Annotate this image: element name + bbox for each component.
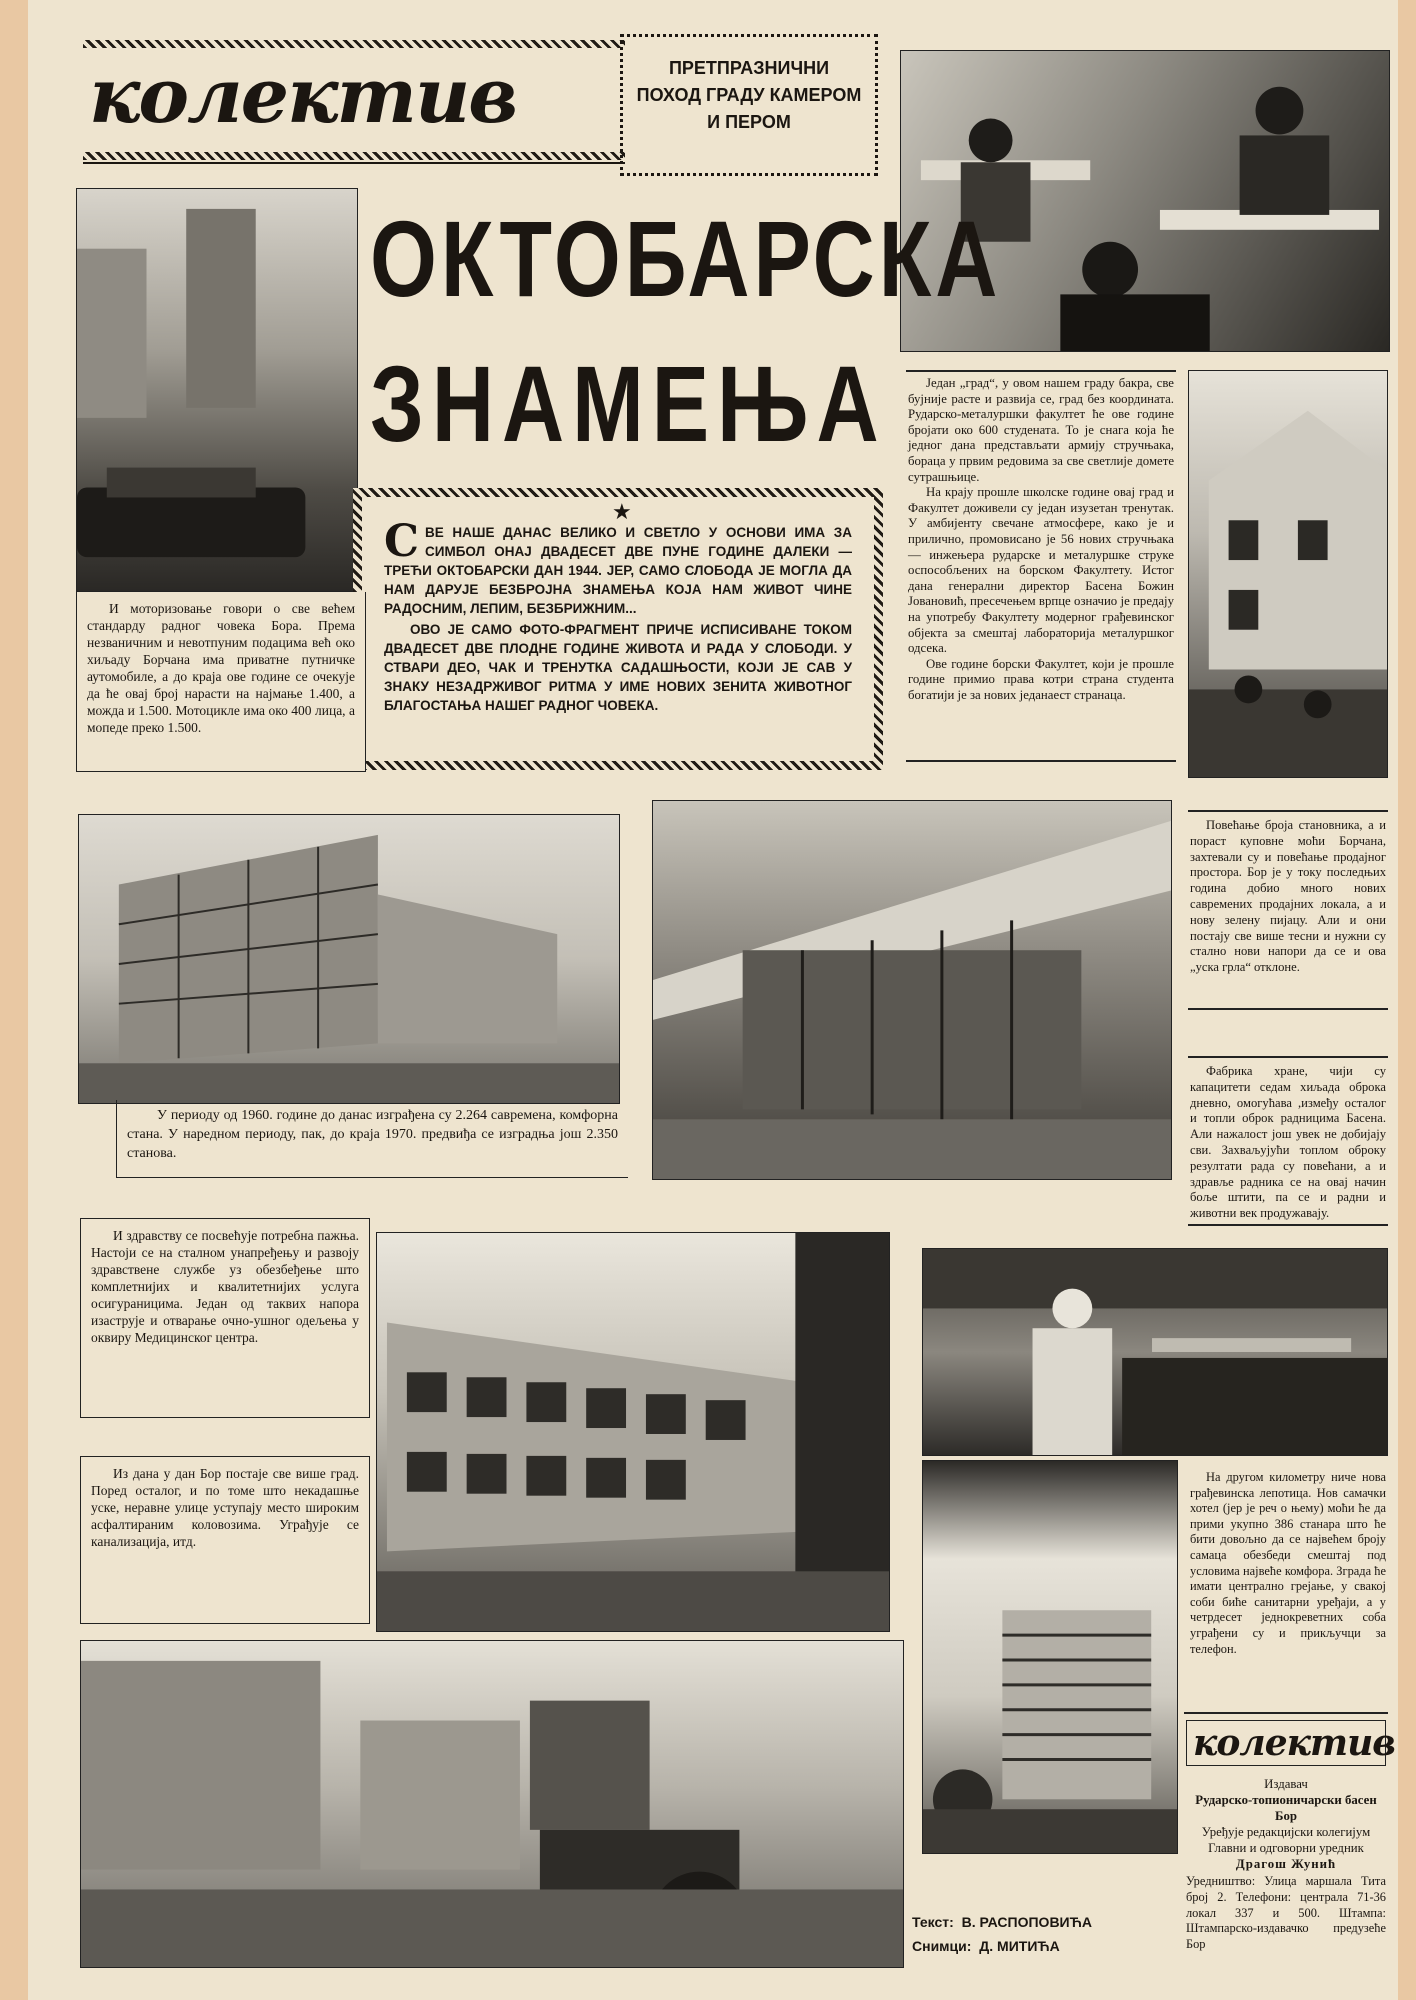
roads-text-box: [80, 1456, 370, 1624]
imprint-masthead: колектив: [1186, 1720, 1386, 1766]
photo-canteen: [922, 1248, 1388, 1456]
faculty-text-1: Један „град“, у овом нашем граду бакра, све бујније расте и развија се, град без координата. Рударско-металуршки факултет ће ове године бројати око 600 студената. То је снага која ће једног дана представљати армију стручњака, бораца у првим редовима за све светлије домете сутрашњице.: [908, 376, 1174, 484]
intro-inner: [362, 497, 874, 761]
intro-paragraph-1: ВЕ НАШЕ ДАНАС ВЕЛИКО И СВЕТЛО У ОСНОВИ ИМА ЗА СИМБОЛ ОНАЈ ДВАДЕСЕТ ДВЕ ПУНЕ ГОДИНЕ ДАЛЕКИ — ТРЕЋИ ОКТОБАРСКИ ДАН 1944. ЈЕР, САМО СЛОБОДА ЈЕ МОГЛА ДА НАМ ДАРУЈЕ БЕЗБРОЈНА ЗНАМЕЊА КОЈА НАМ ЖИВОТ ЧИНЕ РАДОСНИМ, ЛЕПИМ, БЕЗБРИЖНИМ...: [384, 525, 852, 616]
photo-road-roller: [80, 1640, 904, 1968]
headline-line1: ОКТОБАРСКА: [370, 199, 1002, 320]
star-icon: ★: [612, 499, 632, 524]
faculty-text-3: Ове године борски Факултет, који је прошле године примио права котри страна студента богатији је за нових једанаест странаца.: [908, 656, 1174, 702]
faculty-text-box: [906, 370, 1176, 762]
imprint-board: Уређује редакцијски колегијум: [1201, 1825, 1371, 1839]
credits: [912, 1910, 1172, 1966]
health-text-box: [80, 1218, 370, 1418]
masthead-rule-bottom: [83, 152, 625, 160]
housing-caption-box: [116, 1100, 628, 1178]
faculty-text-2: На крају прошле школске године овај град и Факултет доживели су један изузетан тренутак. У амбијенту свечане атмосфере, како је и прилично, промовисано је 56 нових стручњака — инжењера рударске и металуршке струке оспособљених на борском Факултету. Истог дана генерални директор Басена Божин Јовановић, пресечењем врпце означио је предају на употребу Факултету модерног грађевинског објекта за смештај лабораторија металуршког одсека.: [908, 485, 1174, 656]
tagline-text: ПРЕТПРАЗНИЧНИ ПОХОД ГРАДУ КАМЕРОМ И ПЕРОМ: [636, 58, 862, 132]
health-text: И здравству се посвећује потребна пажња. Настоји се на сталном унапређењу и развоју здравствене службе уз обезбеђење што комплетнијих и квалитетнијих услуга осигураницима. Један од таквих напора изаструје и отварање очно-ушног одељења у оквиру Медицинског центра.: [91, 1228, 359, 1345]
headline-line2: ЗНАМЕЊА: [370, 344, 887, 465]
cars-text-box: [76, 592, 366, 772]
masthead-block: [83, 40, 625, 164]
photo-hotel: [922, 1460, 1178, 1854]
masthead-title: колектив: [89, 51, 517, 140]
masthead-rule: [83, 40, 625, 48]
intro-frame: [353, 488, 883, 770]
credit-photo-author: Д. МИТИЋА: [979, 1938, 1060, 1954]
photo-construction: [78, 814, 620, 1104]
headline-block: [350, 199, 1002, 465]
credit-text-author: В. РАСПОПОВИЋА: [961, 1914, 1092, 1930]
imprint-publisher-label: Издавач: [1264, 1777, 1308, 1791]
hotel-text: На другом километру ниче нова грађевинска лепотица. Нов самачки хотел (јер је реч о њему) моћи ће да прими укупно 386 станара што ће бити довољно да се највећем броју самаца обезбеди смештај под условима највеће комфора. Зграда ће имати централно грејање, у свакој соби биће санитарни уређаји, а у четрдесет једнокреветних соба уграђени су и прикључци за телефон.: [1190, 1470, 1386, 1656]
shops-text-box: [1188, 810, 1388, 1010]
imprint-publisher: Рударско-топионичарски басен Бор: [1195, 1793, 1377, 1823]
cars-text: И моторизовање говори о све већем стандарду радног човека Бора. Према незваничним и невотпуним подацима већ око хиљаду Борчана има приватне путничке аутомобиле, а до краја ове године се очекује да ће овај број нарасти на најмање 1.400, а можда и 1.500. Мотоцикле има око 400 лица, а мопеде преко 1.500.: [87, 601, 355, 735]
food-text-box: [1188, 1056, 1388, 1226]
drop-cap: С: [384, 516, 420, 567]
housing-caption: У периоду од 1960. године до данас изграђена су 2.264 савремена, комфорна стана. У наредном периоду, пак, до краја 1970. предвиђа се изградња још 2.350 станова.: [127, 1108, 618, 1161]
roads-text: Из дана у дан Бор постаје све више град. Поред осталог, и по томе што некадашње уске, неравне улице уступају место широким асфалтираним коловозима. Уграђује се канализација, итд.: [91, 1466, 359, 1549]
shops-text: Повећање броја становника, а и пораст куповне моћи Борчана, захтевали су и повећање продајног простора. Бор је у току последњих година добио много нових савремених продајних локала, а и нову зелену пијацу. Али и они постају све више тесни и нужни су стално нови напори да се и ова „уска грла“ отклоне.: [1190, 818, 1386, 975]
newspaper-page: [28, 0, 1398, 2000]
credit-text-label: Текст:: [912, 1914, 954, 1930]
food-text: Фабрика хране, чији су капацитети седам хиљада оброка дневно, омогућава ,између осталог и топли оброк радницима Басена. Али нажалост још увек не добијају сви. Захваљујући топлом оброку резултати рада су повећани, а и здравље радника се на овај начин боље штити, па се и радни и животни век продужавају.: [1190, 1064, 1386, 1221]
hotel-text-box: [1188, 1466, 1388, 1672]
imprint-editor-label: Главни и одговорни уредник: [1208, 1841, 1364, 1855]
photo-medical-center: [376, 1232, 890, 1632]
imprint-box: [1184, 1712, 1395, 1972]
tagline-box: [620, 34, 878, 176]
photo-street-cars: [76, 188, 358, 592]
intro-paragraph-2: ОВО ЈЕ САМО ФОТО-ФРАГМЕНТ ПРИЧЕ ИСПИСИВАНЕ ТОКОМ ДВАДЕСЕТ ДВЕ ПЛОДНЕ ГОДИНЕ ЖИВОТА И РАДА У СЛОБОДИ. У СТВАРИ ДЕО, ЧАК И ТРЕНУТКА САДАШЊОСТИ, КОЈИ ЈЕ САВ У ЗНАКУ НЕЗАДРЖИВОГ РИТМА У ИМЕ НОВИХ ЗЕНИТА ЖИВОТНОГ БЛАГОСТАЊА НАШЕГ РАДНОГ ЧОВЕКА.: [384, 622, 852, 713]
photo-faculty-building: [1188, 370, 1388, 778]
imprint-office: Уредништво: Улица маршала Тита број 2. Телефони: централа 71-36 локал 337 и 500. Штампа: Штампарско-издавачко предузеће Бор: [1186, 1874, 1386, 1952]
photo-shops: [652, 800, 1172, 1180]
credit-photo-label: Снимци:: [912, 1938, 972, 1954]
imprint-editor: Драгош Жунић: [1235, 1857, 1337, 1871]
